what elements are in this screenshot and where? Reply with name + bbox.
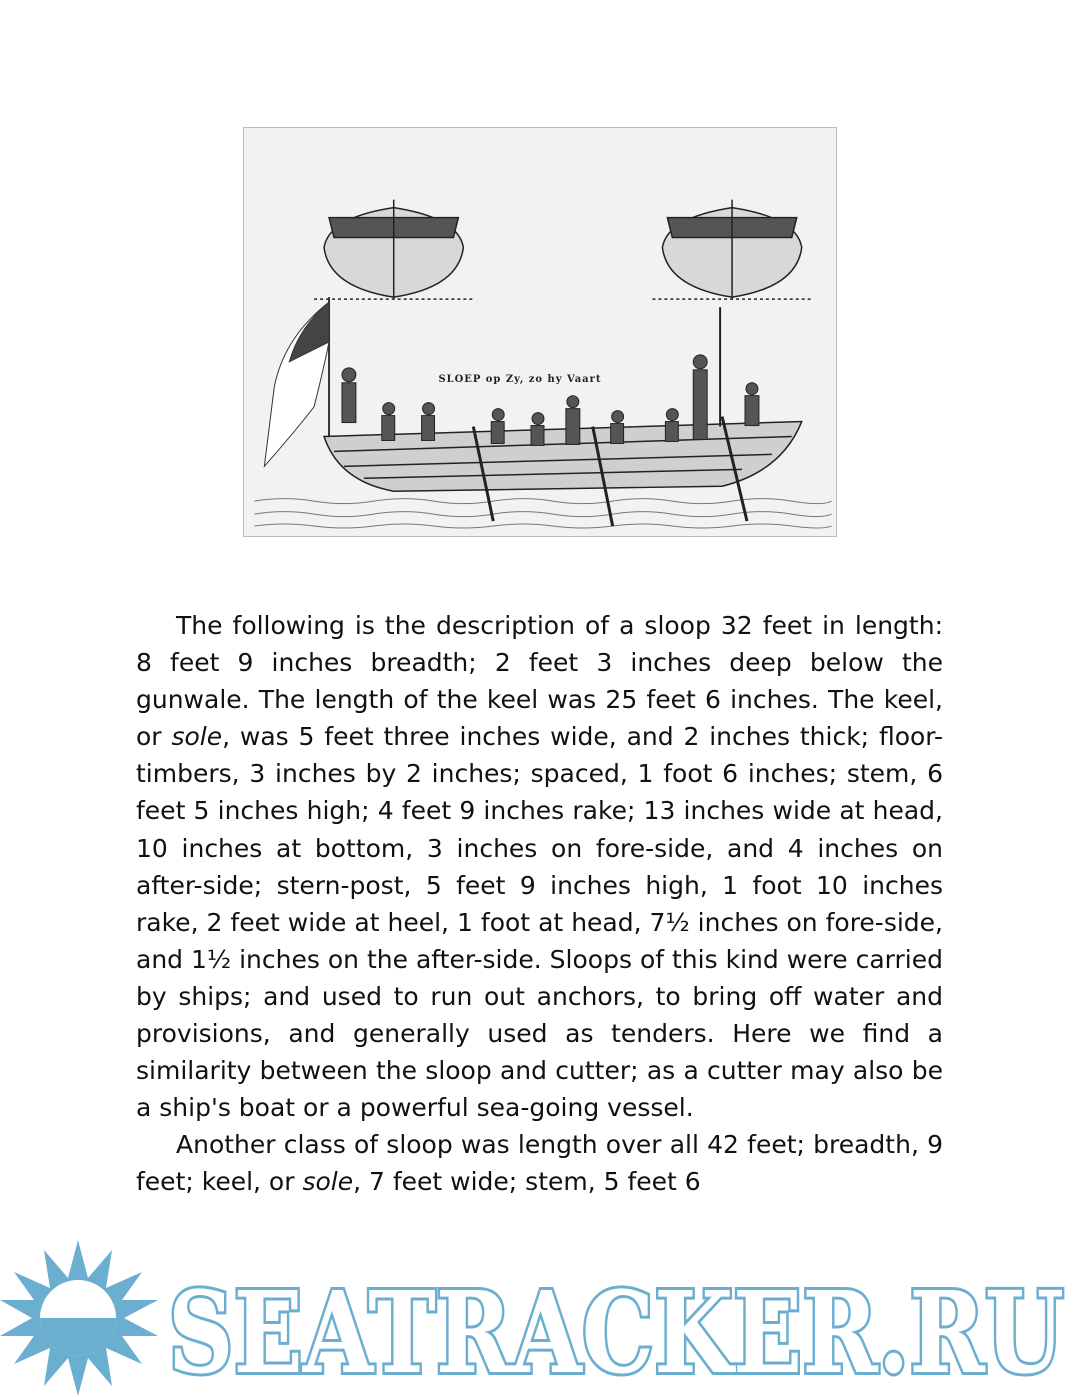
emphasis-sole: sole (171, 722, 223, 752)
seatracker-watermark (0, 1238, 1080, 1397)
body-text (136, 607, 943, 1201)
paragraph-2: Another class of sloop was length over all 42 feet; breadth, 9 feet; keel, or sole, 7 feet wide; stem, 5 feet 6 (136, 1130, 943, 1197)
sloop-illustration (243, 127, 837, 537)
sun-icon (0, 1240, 158, 1396)
emphasis-sole: sole (302, 1167, 354, 1197)
illustration-caption: SLOEP op Zy, zo hy Vaart (438, 373, 602, 385)
watermark-text: SEATRACKER.RU (168, 1268, 1064, 1397)
paragraph-1: The following is the description of a sloop 32 feet in length: 8 feet 9 inches breadth; 2 feet 3 inches deep below the gunwale. The length of the keel was 25 feet 6 inches. The keel, or sole, was 5 feet three inches wide, and 2 inches thick; floor-timbers, 3 inches by 2 inches; spaced, 1 foot 6 inches; stem, 6 feet 5 inches high; 4 feet 9 inches rake; 13 inches wide at head, 10 inches at bottom, 3 inches on fore-side, and 4 inches on after-side; stern-post, 5 feet 9 inches high, 1 foot 10 inches rake, 2 feet wide at heel, 1 foot at head, 7½ inches on fore-side, and 1½ inches on the after-side. Sloops of this kind were carried by ships; and used to run out anchors, to bring off water and provisions, and generally used as tenders. Here we find a similarity between the sloop and cutter; as a cutter may also be a ship's boat or a powerful sea-going vessel. (136, 611, 943, 1123)
